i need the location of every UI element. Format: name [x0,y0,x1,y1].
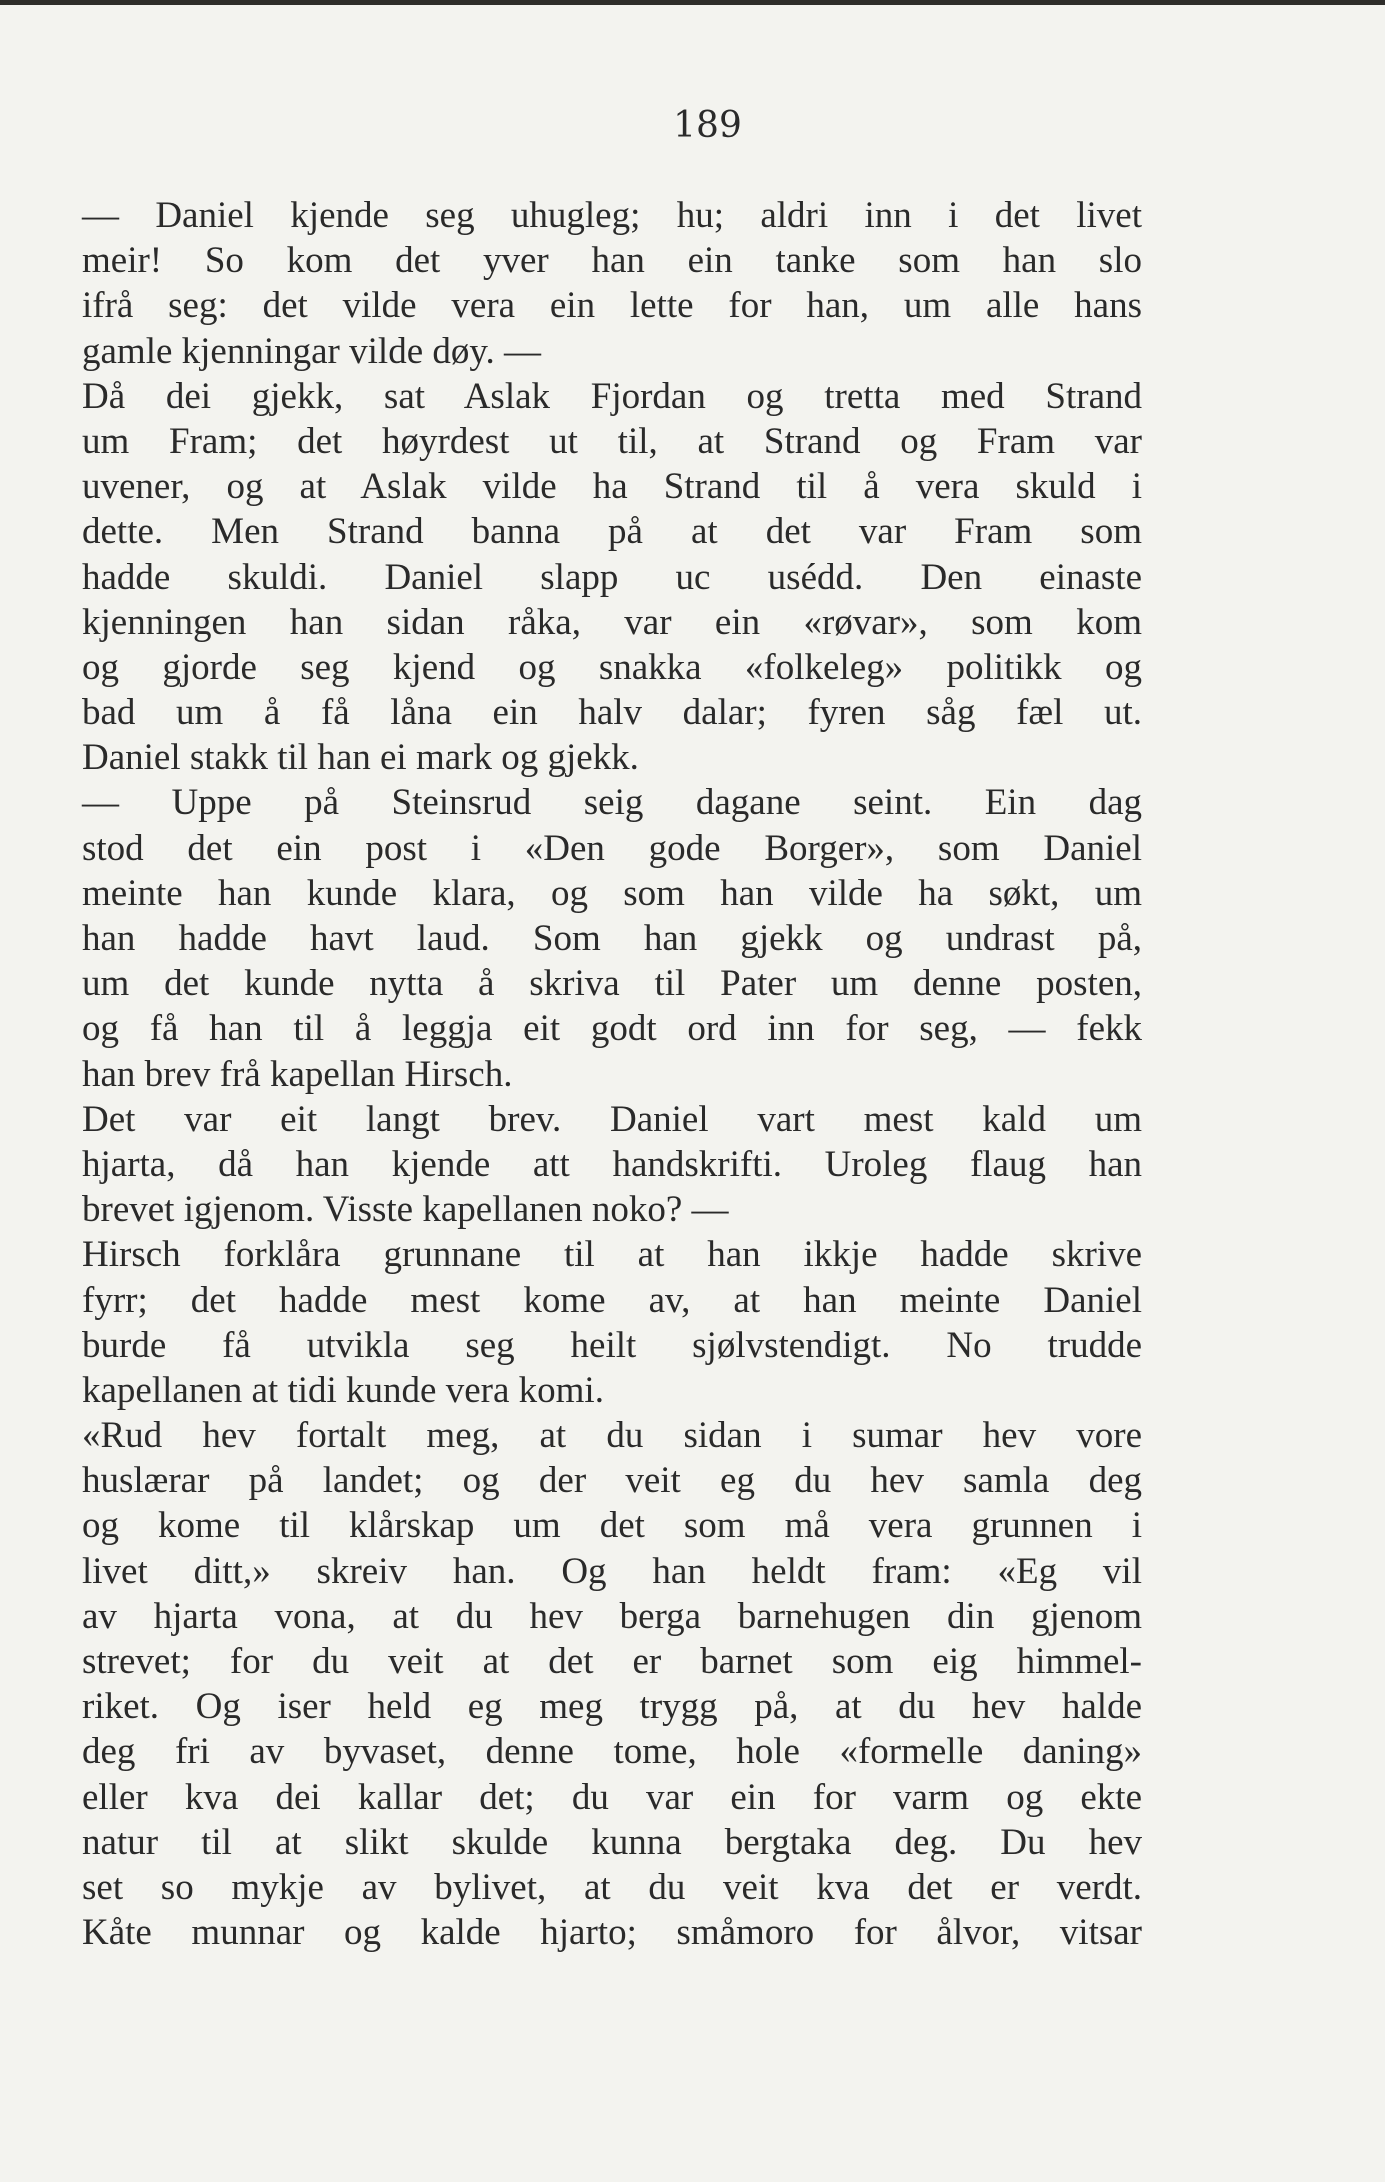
text-line: gamle kjenningar vilde døy. — [82,330,541,372]
text-line: Kåte munnar og kalde hjarto; småmoro for ålvor, vitsar [82,1912,1142,1954]
text-line: og kome til klårskap um det som må vera grunnen i [82,1505,1142,1547]
text-line: Det var eit langt brev. Daniel vart mest kald um [82,1098,1142,1140]
text-line: kapellanen at tidi kunde vera komi. [82,1369,604,1411]
text-line: livet ditt,» skreiv han. Og han heldt fram: «Eg vil [82,1550,1142,1592]
text-line: deg fri av byvaset, denne tome, hole «formelle daning» [82,1731,1142,1773]
text-line: ifrå seg: det vilde vera ein lette for han, um alle hans [82,285,1142,327]
text-line: set so mykje av bylivet, at du veit kva det er verdt. [82,1866,1142,1908]
text-line: bad um å få låna ein halv dalar; fyren såg fæl ut. [82,692,1142,734]
text-line: huslærar på landet; og der veit eg du hev samla deg [82,1460,1142,1502]
text-line: han hadde havt laud. Som han gjekk og undrast på, [82,918,1142,959]
text-line: meinte han kunde klara, og som han vilde ha søkt, um [82,872,1142,914]
text-line: meir! So kom det yver han ein tanke som han slo [82,240,1142,282]
text-line: brevet igjenom. Visste kapellanen noko? — [82,1189,729,1231]
text-line: stod det ein post i «Den gode Borger», som Daniel [82,827,1142,869]
text-line: um Fram; det høyrdest ut til, at Strand og Fram var [82,420,1142,462]
text-line: natur til at slikt skulde kunna bergtaka deg. Du hev [82,1821,1142,1863]
text-line: dette. Men Strand banna på at det var Fram som [82,511,1142,553]
text-line: hadde skuldi. Daniel slapp uc usédd. Den einaste [82,556,1142,598]
text-line: av hjarta vona, at du hev berga barnehugen din gjenom [82,1595,1142,1637]
text-line: Då dei gjekk, sat Aslak Fjordan og tretta med Strand [82,375,1142,417]
book-page [0,5,1385,2182]
text-line: — Uppe på Steinsrud seig dagane seint. Ein dag [82,782,1142,824]
text-line: og gjorde seg kjend og snakka «folkeleg» politikk og [82,646,1142,688]
body-text [82,193,1142,1955]
text-line: fyrr; det hadde mest kome av, at han meinte Daniel [82,1279,1142,1321]
text-line: riket. Og iser held eg meg trygg på, at du hev halde [82,1686,1142,1728]
text-line: — Daniel kjende seg uhugleg; hu; aldri inn i det livet [82,195,1142,236]
text-line: eller kva dei kallar det; du var ein for varm og ekte [82,1776,1142,1818]
text-line: og få han til å leggja eit godt ord inn for seg, — fekk [82,1008,1142,1050]
text-line: hjarta, då han kjende att handskrifti. Uroleg flaug han [82,1143,1142,1185]
text-line: Hirsch forklåra grunnane til at han ikkje hadde skrive [82,1234,1142,1276]
text-line: Daniel stakk til han ei mark og gjekk. [82,737,639,779]
text-line: strevet; for du veit at det er barnet som eig himmel- [82,1641,1142,1682]
text-line: «Rud hev fortalt meg, at du sidan i sumar hev vore [82,1415,1142,1457]
page-number: 189 [673,105,742,146]
text-line: um det kunde nytta å skriva til Pater um denne posten, [82,963,1142,1005]
text-line: han brev frå kapellan Hirsch. [82,1053,513,1095]
text-line: kjenningen han sidan råka, var ein «røvar», som kom [82,601,1142,643]
text-line: burde få utvikla seg heilt sjølvstendigt. No trudde [82,1324,1142,1366]
text-line: uvener, og at Aslak vilde ha Strand til å vera skuld i [82,466,1142,508]
